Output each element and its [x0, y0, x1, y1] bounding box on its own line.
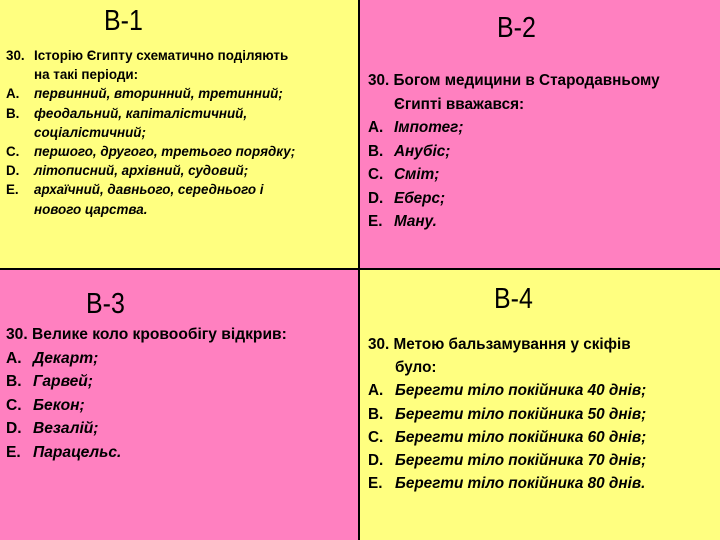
option-letter: E. [368, 213, 383, 230]
option-text: Парацельс. [33, 443, 122, 461]
option-letter: D. [368, 189, 384, 207]
option-letter: C. [368, 166, 384, 183]
question-stem [6, 323, 287, 347]
stem-line: на такі періоди: [34, 67, 139, 83]
answer-option-c [368, 426, 646, 449]
option-letter: E. [368, 475, 383, 493]
option-letter: A. [6, 349, 22, 367]
variant-title: В-3 [86, 288, 125, 320]
question-number: 30. [6, 48, 25, 63]
stem-line: Єгипті вважався: [394, 95, 525, 113]
answer-option-d [6, 417, 287, 441]
answer-option-b [368, 140, 660, 164]
option-text: Ману. [394, 213, 437, 230]
option-text: Берегти тіло покійника 80 днів. [395, 475, 646, 493]
answer-option-e [368, 210, 660, 234]
answer-option-a [6, 347, 287, 371]
option-letter: A. [6, 86, 20, 102]
variant-title: В-4 [494, 283, 533, 315]
option-text: Берегти тіло покійника 50 днів; [395, 405, 647, 423]
option-text: Декарт; [33, 349, 99, 367]
answer-options [368, 116, 660, 234]
option-letter: C. [6, 396, 22, 414]
option-letter: D. [6, 163, 20, 179]
option-letter: C. [6, 144, 20, 160]
question-stem [6, 46, 295, 84]
option-text: архаїчний, давнього, середнього і [34, 182, 264, 198]
answer-option-c [368, 163, 660, 187]
variant-3-panel [0, 270, 358, 540]
answer-option-e [6, 441, 287, 465]
option-letter: E. [6, 182, 19, 198]
question-block [6, 323, 287, 465]
answer-options [6, 347, 287, 465]
question-block [368, 69, 660, 234]
option-text: першого, другого, третього порядку; [34, 144, 296, 160]
answer-option-d [368, 187, 660, 211]
stem-line: було: [395, 359, 437, 377]
option-letter: A. [368, 119, 384, 136]
stem-line: 30. Велике коло кровообігу відкрив: [6, 326, 287, 343]
stem-line: 30. Історію Єгипту схематично поділяють [6, 46, 295, 65]
option-letter: A. [368, 382, 384, 400]
answer-option-b [6, 104, 295, 142]
answer-option-b [6, 370, 287, 394]
question-number: 30. [6, 326, 28, 343]
option-text: Еберс; [394, 189, 446, 207]
option-text: Берегти тіло покійника 70 днів; [395, 452, 647, 470]
question-number: 30. [368, 336, 390, 353]
option-text: феодальний, капіталістичний, [34, 105, 248, 121]
answer-option-a [368, 116, 660, 140]
option-text: нового царства. [34, 201, 148, 217]
option-text: Імпотег; [394, 119, 464, 136]
question-block [6, 46, 295, 219]
answer-option-c [6, 394, 287, 418]
option-text: Бекон; [33, 396, 85, 414]
option-letter: C. [368, 428, 384, 446]
answer-options [368, 379, 646, 495]
stem-line: 30. Богом медицини в Стародавньому [368, 72, 660, 89]
option-letter: B. [6, 105, 20, 121]
question-block [368, 333, 646, 495]
answer-option-c [6, 142, 295, 161]
variant-4-panel [360, 270, 720, 540]
answer-options [6, 84, 295, 218]
answer-option-d [368, 449, 646, 472]
variant-title: В-1 [104, 5, 143, 37]
option-text: соціалістичний; [34, 124, 146, 140]
option-text: Гарвей; [33, 373, 93, 391]
option-text: Берегти тіло покійника 40 днів; [395, 382, 647, 400]
stem-line: 30. Метою бальзамування у скіфів [368, 336, 631, 353]
option-text: Берегти тіло покійника 60 днів; [395, 428, 647, 446]
answer-option-a [6, 84, 295, 103]
option-text: Сміт; [394, 166, 440, 183]
variant-1-panel [0, 0, 358, 268]
question-stem [368, 69, 660, 116]
answer-option-a [368, 379, 646, 402]
option-letter: D. [368, 452, 384, 470]
question-number: 30. [368, 72, 390, 89]
option-letter: B. [368, 142, 384, 160]
option-text: Везалій; [33, 420, 99, 438]
answer-option-b [368, 403, 646, 426]
option-text: Анубіс; [394, 142, 451, 160]
variant-title: В-2 [497, 12, 536, 44]
option-letter: D. [6, 420, 22, 438]
variant-2-panel [360, 0, 720, 268]
option-letter: B. [6, 373, 22, 391]
option-text: первинний, вторинний, третинний; [34, 86, 283, 102]
question-stem [368, 333, 646, 379]
option-letter: B. [368, 405, 384, 423]
answer-option-e [368, 472, 646, 495]
answer-option-e [6, 180, 295, 218]
answer-option-d [6, 161, 295, 180]
option-letter: E. [6, 443, 21, 461]
option-text: літописний, архівний, судовий; [34, 163, 249, 179]
